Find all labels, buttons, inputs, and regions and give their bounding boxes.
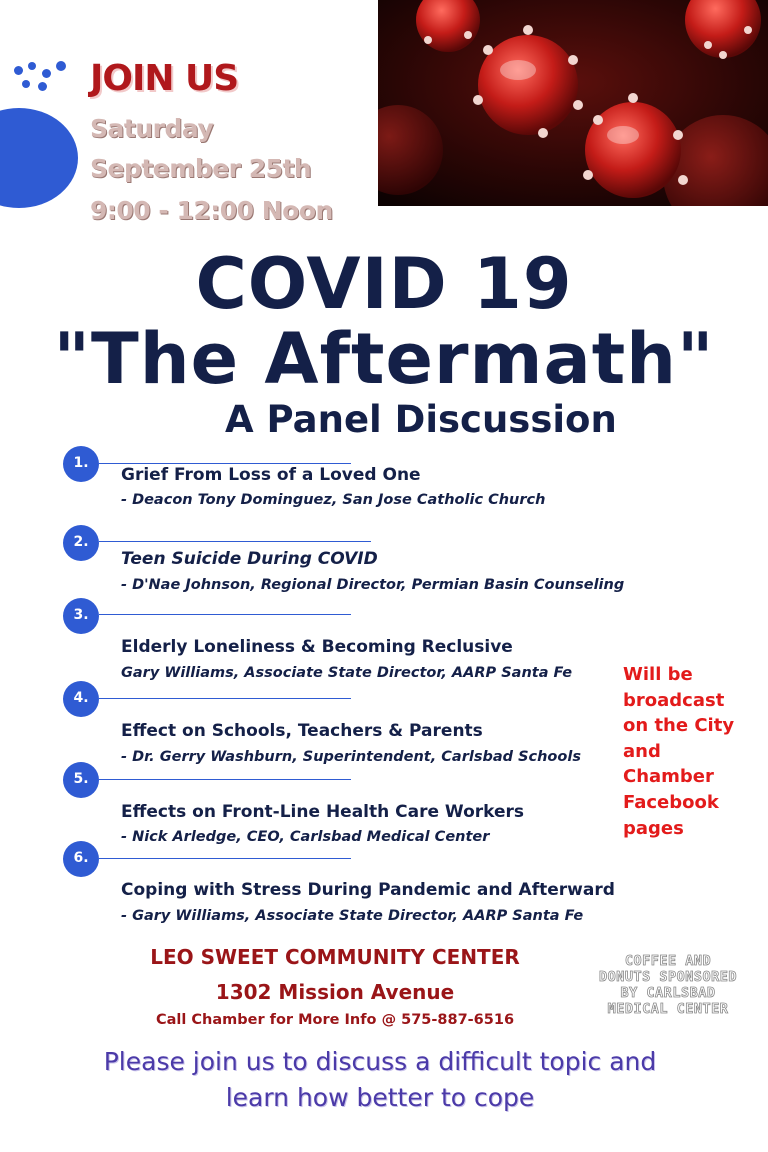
subtitle: A Panel Discussion <box>225 398 617 441</box>
sponsor-line: BY CARLSBAD <box>620 985 716 1001</box>
broadcast-line: Chamber <box>623 766 714 788</box>
agenda-number: 1. <box>63 446 99 482</box>
agenda-divider <box>99 779 351 780</box>
sponsor-note <box>576 953 760 1017</box>
agenda-speaker: - D'Nae Johnson, Regional Director, Permian Basin Counseling <box>121 577 625 593</box>
agenda-divider <box>99 858 351 859</box>
agenda-topic: Teen Suicide During COVID <box>121 549 378 569</box>
agenda-number: 2. <box>63 525 99 561</box>
agenda-speaker: - Nick Arledge, CEO, Carlsbad Medical Center <box>121 829 490 845</box>
decorative-dot <box>56 61 66 71</box>
virus-image <box>378 0 768 206</box>
venue-name: LEO SWEET COMMUNITY CENTER <box>150 945 520 969</box>
closing-message <box>80 1044 680 1116</box>
venue-info: Call Chamber for More Info @ 575-887-6516 <box>155 1012 515 1028</box>
broadcast-line: and <box>623 740 661 762</box>
broadcast-line: Will be <box>623 664 693 685</box>
sponsor-line: COFFEE AND <box>624 953 712 969</box>
agenda-topic: Coping with Stress During Pandemic and Afterward <box>121 880 615 900</box>
agenda-divider <box>99 463 351 464</box>
venue-address: 1302 Mission Avenue <box>215 980 455 1004</box>
agenda-divider <box>99 614 351 615</box>
agenda-speaker: - Deacon Tony Dominguez, San Jose Catholic Church <box>121 492 546 508</box>
decorative-circle <box>0 108 78 208</box>
agenda-divider <box>99 541 371 542</box>
event-time: 9:00 - 12:00 Noon <box>90 196 333 225</box>
title-line-2: "The Aftermath" <box>53 318 715 400</box>
join-us-heading: JOIN US <box>90 58 239 99</box>
decorative-dot <box>28 62 36 70</box>
agenda-number: 4. <box>63 681 99 717</box>
agenda-speaker: - Gary Williams, Associate State Director, AARP Santa Fe <box>121 908 584 924</box>
agenda-topic: Effects on Front-Line Health Care Workers <box>121 802 525 822</box>
decorative-dot <box>14 66 23 75</box>
closing-line: learn how better to cope <box>225 1083 535 1112</box>
agenda-number: 6. <box>63 841 99 877</box>
agenda-topic: Effect on Schools, Teachers & Parents <box>121 721 483 741</box>
title-line-1: COVID 19 <box>195 243 573 325</box>
broadcast-note <box>623 662 763 841</box>
agenda-speaker: Gary Williams, Associate State Director, AARP Santa Fe <box>121 665 573 681</box>
broadcast-line: pages <box>623 817 684 839</box>
broadcast-line: on the City <box>623 715 735 737</box>
agenda-number: 5. <box>63 762 99 798</box>
broadcast-line: broadcast <box>623 689 725 711</box>
sponsor-line: DONUTS SPONSORED <box>598 969 738 985</box>
agenda-topic: Elderly Loneliness & Becoming Reclusive <box>121 637 513 657</box>
decorative-dot <box>42 69 51 78</box>
broadcast-line: Facebook <box>623 791 719 813</box>
event-day: Saturday <box>90 114 214 143</box>
sponsor-line: MEDICAL CENTER <box>607 1001 729 1017</box>
agenda-number: 3. <box>63 598 99 634</box>
decorative-dot <box>38 82 47 91</box>
agenda-divider <box>99 698 351 699</box>
decorative-dot <box>22 80 30 88</box>
agenda-topic: Grief From Loss of a Loved One <box>121 465 421 485</box>
closing-line: Please join us to discuss a difficult topic and <box>103 1047 657 1076</box>
event-date: September 25th <box>90 154 312 183</box>
agenda-speaker: - Dr. Gerry Washburn, Superintendent, Carlsbad Schools <box>121 749 581 765</box>
